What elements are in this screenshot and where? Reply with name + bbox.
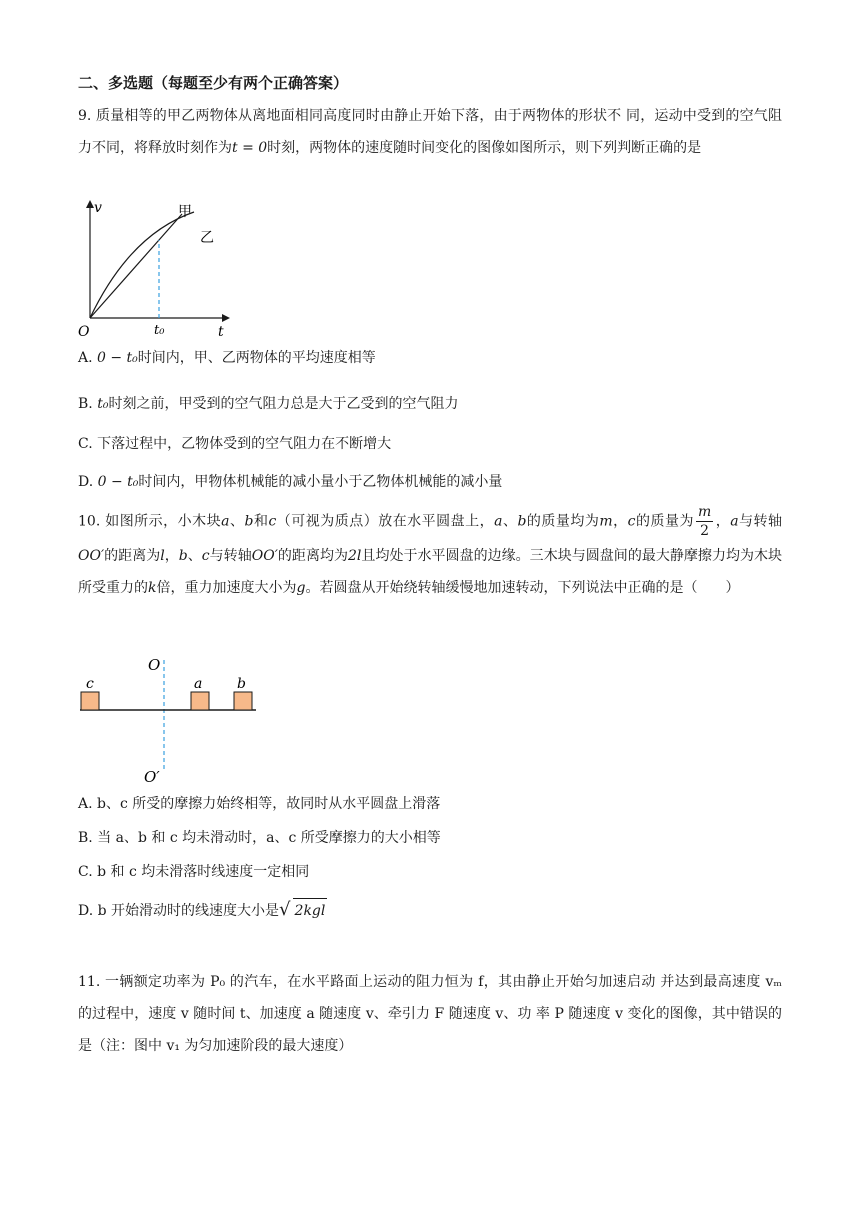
q9-x-label: t bbox=[218, 324, 224, 336]
q10-stem-part2: （可视为质点）放在水平圆盘上， bbox=[276, 513, 495, 530]
q9-time-zero: t = 0 bbox=[232, 140, 268, 156]
q10-var-g: g bbox=[296, 580, 306, 596]
q10-block-b bbox=[234, 692, 252, 710]
q9-stem-part2: 时刻，两物体的速度随时间变化的图像如图所示，则下列判断正确的是 bbox=[267, 140, 702, 156]
q9-yi-label: 乙 bbox=[200, 230, 214, 246]
q10-stem-part7: 与转轴 bbox=[738, 513, 783, 530]
q10-var-c-3: c bbox=[201, 548, 210, 564]
q10-block-a-label: a bbox=[194, 676, 203, 692]
q9-y-arrow-icon bbox=[86, 200, 94, 208]
q10-mass-fraction bbox=[696, 503, 713, 540]
q11-stem: 11. 一辆额定功率为 P₀ 的汽车，在水平路面上运动的阻力恒为 f，其由静止开始匀加速启动 并达到最高速度 vₘ 的过程中，速度 v 随时间 t、加速度 a 随速度 v、牵引力 F 随速度 v、功 率 P 随速度 v 变化的图像，其中错误的是（注：图中 v₁ 为匀加速阶段的最大速度） bbox=[78, 974, 782, 1054]
q10-option-a: A. b、c 所受的摩擦力始终相等，故同时从水平圆盘上滑落 bbox=[78, 796, 441, 812]
q10-stem-part4: ， bbox=[612, 513, 628, 530]
q10-axis-top-label: O bbox=[148, 656, 161, 674]
q10-var-a: a bbox=[221, 513, 230, 530]
q9-jia-label: 甲 bbox=[178, 204, 192, 220]
q9-stem-part1: 9. 质量相等的甲乙两物体从离地面相同高度同时由静止开始下落，由于两物体的形状不 同，运动中受到的空气阻力不同，将释放时刻作为 bbox=[78, 108, 782, 156]
q9-option-d-prefix: D. bbox=[78, 474, 94, 490]
q10-var-c-2: c bbox=[627, 513, 636, 530]
q10-option-b: B. 当 a、b 和 c 均未滑动时，a、c 所受摩擦力的大小相等 bbox=[78, 830, 441, 846]
q10-sep-3: 、 bbox=[187, 548, 202, 564]
q10-stem-part12: 且均处于水平圆盘的边缘。三木块与圆盘间的最大静摩擦力均为木块所受重力的 bbox=[78, 548, 783, 596]
q9-option-a bbox=[78, 346, 376, 370]
q10-stem-part3: 的质量均为 bbox=[526, 513, 600, 530]
q9-t0-label: t₀ bbox=[154, 323, 165, 336]
q10-stem-part10: 与转轴 bbox=[209, 548, 252, 564]
q9-curve-yi bbox=[90, 212, 194, 318]
sqrt-icon: √ bbox=[279, 899, 291, 920]
q10-var-c: c bbox=[268, 513, 277, 530]
q10-sep: 、 bbox=[229, 513, 245, 530]
q10-var-k: k bbox=[148, 580, 157, 596]
q10-option-c: C. b 和 c 均未滑落时线速度一定相同 bbox=[78, 864, 310, 880]
q10-sep-2: 、 bbox=[502, 513, 518, 530]
q9-option-c: C. 下落过程中，乙物体受到的空气阻力在不断增大 bbox=[78, 436, 392, 452]
q9-x-arrow-icon bbox=[222, 314, 230, 322]
q10-block-c bbox=[81, 692, 99, 710]
q9-option-d bbox=[78, 470, 502, 494]
q10-frac-den: 2 bbox=[700, 523, 710, 539]
q9-y-label: v bbox=[94, 200, 102, 216]
q9-option-d-text: 时间内，甲物体机械能的减小量小于乙物体机械能的减小量 bbox=[138, 474, 503, 490]
q9-option-b-text: 时刻之前，甲受到的空气阻力总是大于乙受到的空气阻力 bbox=[108, 396, 459, 412]
q9-option-a-text: 时间内，甲、乙两物体的平均速度相等 bbox=[137, 350, 376, 366]
q9-stem bbox=[78, 100, 782, 164]
section-title: 二、多选题（每题至少有两个正确答案） bbox=[78, 74, 349, 92]
q10-and: 和 bbox=[253, 513, 269, 530]
q9-option-b-math: t₀ bbox=[97, 396, 109, 412]
q10-var-b-2: b bbox=[517, 513, 527, 530]
q10-block-a bbox=[191, 692, 209, 710]
q9-option-b bbox=[78, 392, 458, 416]
q10-stem-part13: 倍，重力加速度大小为 bbox=[156, 580, 297, 596]
q10-stem-part6: ， bbox=[715, 513, 731, 530]
q10-stem-part5: 的质量为 bbox=[635, 513, 694, 530]
q10-stem-part8: 的距离为 bbox=[104, 548, 161, 564]
q9-vt-graph bbox=[70, 196, 240, 336]
q10-axis-bottom-label: O′ bbox=[144, 768, 160, 786]
q10-stem bbox=[78, 503, 782, 604]
q10-option-d bbox=[78, 898, 327, 923]
q10-var-b-3: b bbox=[178, 548, 188, 564]
q10-var-b: b bbox=[244, 513, 254, 530]
q10-stem-part9: ， bbox=[164, 548, 179, 564]
q10-var-2l: 2l bbox=[348, 548, 362, 564]
q9-option-a-prefix: A. bbox=[78, 350, 93, 366]
q9-line-jia bbox=[90, 214, 182, 318]
q9-option-a-math: 0 − t₀ bbox=[97, 350, 138, 366]
q10-stem-part11: 的距离均为 bbox=[277, 548, 349, 564]
q10-stem-part1: 10. 如图所示，小木块 bbox=[78, 513, 222, 530]
q10-var-m: m bbox=[599, 513, 613, 530]
q10-stem-part14: 。若圆盘从开始绕转轴缓慢地加速转动，下列说法中正确的是（ ） bbox=[305, 580, 740, 596]
q10-axis: OO′ bbox=[78, 548, 105, 564]
q10-frac-num: m bbox=[697, 504, 712, 520]
q10-axis-2: OO′ bbox=[251, 548, 278, 564]
q9-option-b-prefix: B. bbox=[78, 396, 93, 412]
q10-disk-diagram bbox=[74, 650, 274, 790]
q10-option-d-sqrt: 2kgl bbox=[293, 898, 328, 923]
q10-var-a-3: a bbox=[730, 513, 739, 530]
q10-block-b-label: b bbox=[237, 676, 246, 692]
q9-option-d-math: 0 − t₀ bbox=[97, 474, 139, 490]
q10-var-l: l bbox=[160, 548, 165, 564]
q10-block-c-label: c bbox=[86, 676, 94, 692]
q10-var-a-2: a bbox=[494, 513, 503, 530]
q9-origin-label: O bbox=[78, 324, 90, 336]
q10-option-d-text: D. b 开始滑动时的线速度大小是 bbox=[78, 903, 280, 919]
